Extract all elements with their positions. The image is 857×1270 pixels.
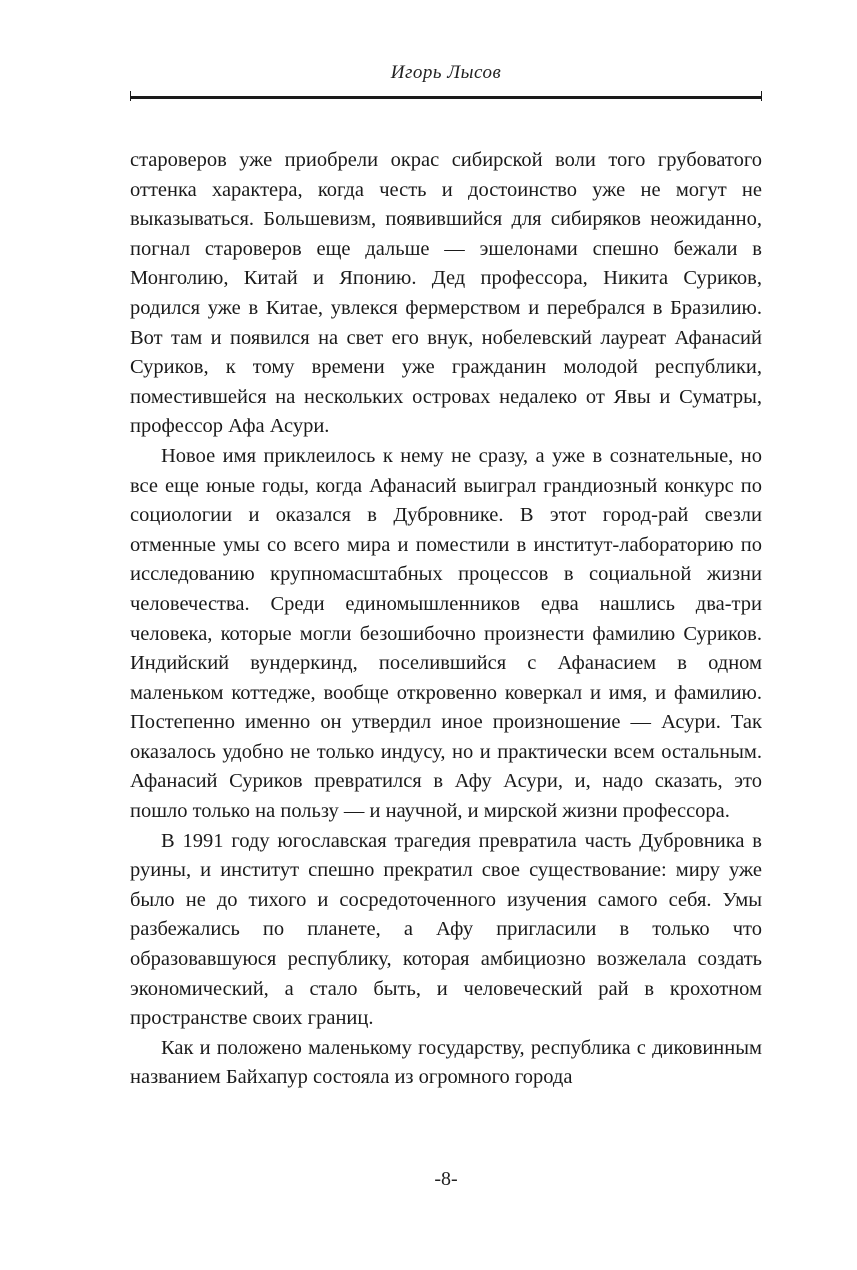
paragraph-4: Как и положено маленькому государству, республика с диковинным названием Байхапур состояла из огромного города: [130, 1036, 762, 1089]
header-rule: [130, 96, 762, 99]
paragraph-2: Новое имя приклеилось к нему не сразу, а уже в сознательные, но все еще юные годы, когда Афанасий выиграл грандиозный конкурс по социологии и оказался в Дубровнике. В этот город-рай свезли отменные умы со всего мира и поместили в институт-лабораторию по исследованию крупномасштабных процессов в социальной жизни человечества. Среди единомышленников едва нашлись два-три человека, которые могли безошибочно произнести фамилию Суриков. Индийский вундеркинд, поселившийся с Афанасием в одном маленьком коттедже, вообще откровенно коверкал и имя, и фамилию. Постепенно именно он утвердил иное произношение — Асури. Так оказалось удобно не только индусу, но и практически всем остальным. Афанасий Суриков превратился в Афу Асури, и, надо сказать, это пошло только на пользу — и научной, и мирской жизни профессора.: [130, 444, 762, 823]
paragraph-1: староверов уже приобрели окрас сибирской воли того грубоватого оттенка характера, когда честь и достоинство уже не могут не выказываться. Большевизм, появившийся для сибиряков неожиданно, погнал староверов еще дальше — эшелонами спешно бежали в Монголию, Китай и Японию. Дед профессора, Никита Суриков, родился уже в Китае, увлекся фермерством и перебрался в Бразилию. Вот там и появился на свет его внук, нобелевский лауреат Афанасий Суриков, к тому времени уже гражданин молодой республики, поместившейся на нескольких островах недалеко от Явы и Суматры, профессор Афа Асури.: [130, 149, 762, 438]
running-title: Игорь Лысов: [390, 62, 502, 83]
page-number: -8-: [434, 1168, 458, 1190]
body-text: [130, 146, 762, 1093]
paragraph-3: В 1991 году югославская трагедия превратила часть Дубровника в руины, и институт спешно прекратил свое существование: миру уже было не до тихого и сосредоточенного изучения самого себя. Умы разбежались по планете, а Афу пригласили в только что образовавшуюся республику, которая амбициозно возжелала создать экономический, а стало быть, и человеческий рай в крохотном пространстве своих границ.: [130, 829, 762, 1030]
